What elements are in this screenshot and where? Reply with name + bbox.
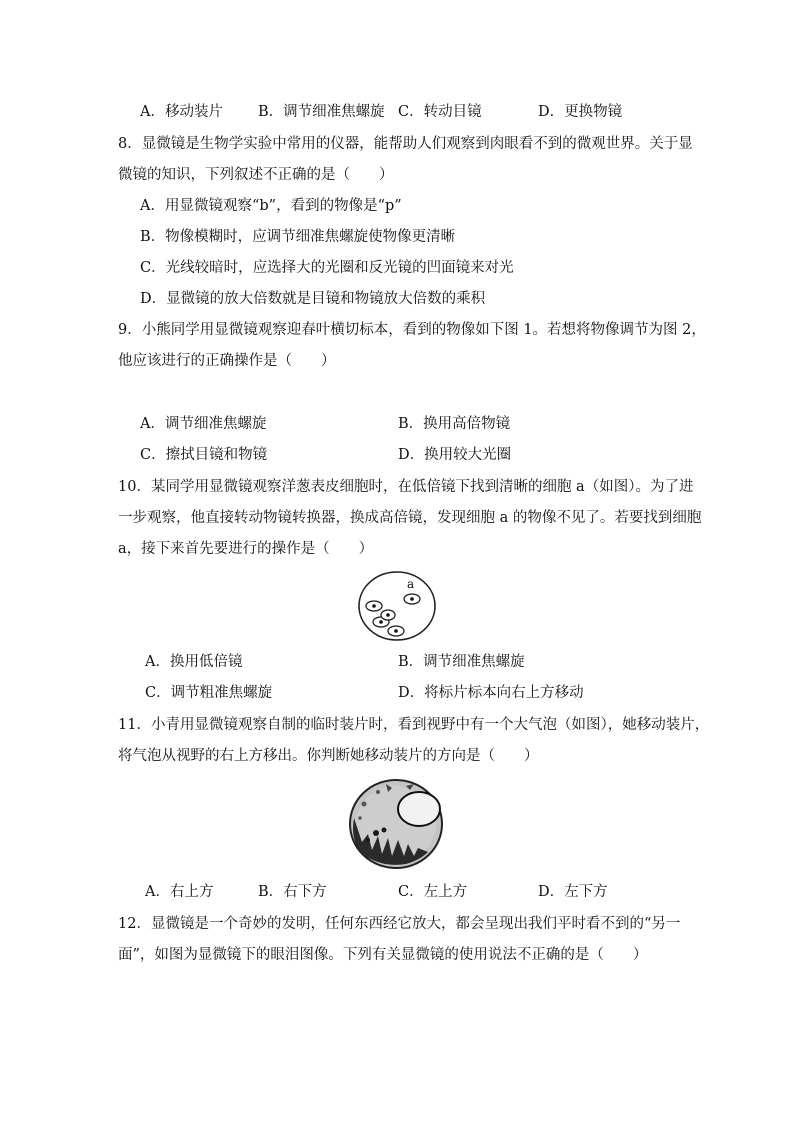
q10-stem-line3: a，接下来首先要进行的操作是（ ） xyxy=(118,541,374,557)
q7-option-b: B．调节细准焦螺旋 xyxy=(258,104,385,120)
q11-air-bubble-figure xyxy=(348,778,444,870)
q11-option-b: B．右下方 xyxy=(258,884,327,900)
q10-stem-line2: 一步观察，他直接转动物镜转换器，换成高倍镜，发现细胞 a 的物像不见了。若要找到细胞 xyxy=(118,510,702,526)
q11-stem-line2: 将气泡从视野的右上方移出。你判断她移动装片的方向是（ ） xyxy=(118,748,539,764)
q11-option-a: A．右上方 xyxy=(145,884,214,900)
q8-option-d: D．显微镜的放大倍数就是目镜和物镜放大倍数的乘积 xyxy=(140,291,486,307)
q10-option-c: C．调节粗准焦螺旋 xyxy=(145,685,273,701)
q11-option-d: D．左下方 xyxy=(538,884,608,900)
q7-option-d: D．更换物镜 xyxy=(538,104,623,120)
q9-option-d: D．换用较大光圈 xyxy=(398,447,512,463)
air-bubble xyxy=(398,792,440,826)
q9-option-c: C．擦拭目镜和物镜 xyxy=(140,447,268,463)
q10-option-d: D．将标片标本向右上方移动 xyxy=(398,685,584,701)
q8-stem-line1: 8．显微镜是生物学实验中常用的仪器，能帮助人们观察到肉眼看不到的微观世界。关于显 xyxy=(118,136,693,152)
q8-stem-line2: 微镜的知识，下列叙述不正确的是（ ） xyxy=(118,167,394,183)
q7-option-c: C．转动目镜 xyxy=(398,104,482,120)
q8-option-b: B．物像模糊时，应调节细准焦螺旋使物像更清晰 xyxy=(140,229,456,245)
q11-stem-line1: 11．小青用显微镜观察自制的临时装片时，看到视野中有一个大气泡（如图），她移动装片， xyxy=(118,717,710,733)
q11-option-c: C．左上方 xyxy=(398,884,468,900)
q12-stem-line2: 面”，如图为显微镜下的眼泪图像。下列有关显微镜的使用说法不正确的是（ ） xyxy=(118,947,648,963)
q7-option-a: A．移动装片 xyxy=(140,104,223,120)
q12-stem-line1: 12．显微镜是一个奇妙的发明，任何东西经它放大，都会呈现出我们平时看不到的“另一 xyxy=(118,916,681,932)
q10-option-a: A．换用低倍镜 xyxy=(145,654,243,670)
q9-option-a: A．调节细准焦螺旋 xyxy=(140,416,267,432)
q10-stem-line1: 10．某同学用显微镜观察洋葱表皮细胞时，在低倍镜下找到清晰的细胞 a（如图）。为了进 xyxy=(118,479,694,495)
q10-option-b: B．调节细准焦螺旋 xyxy=(398,654,525,670)
cell-a-label: a xyxy=(407,577,415,591)
q8-option-a: A．用显微镜观察“b”，看到的物像是“p” xyxy=(140,198,402,214)
q9-option-b: B．换用高倍物镜 xyxy=(398,416,511,432)
q8-option-c: C．光线较暗时，应选择大的光圈和反光镜的凹面镜来对光 xyxy=(140,260,514,276)
q9-stem-line1: 9．小熊同学用显微镜观察迎春叶横切标本，看到的物像如下图 1。若想将物像调节为图 2， xyxy=(118,322,706,338)
q9-stem-line2: 他应该进行的正确操作是（ ） xyxy=(118,353,336,369)
q10-microscope-field-figure xyxy=(357,570,439,642)
